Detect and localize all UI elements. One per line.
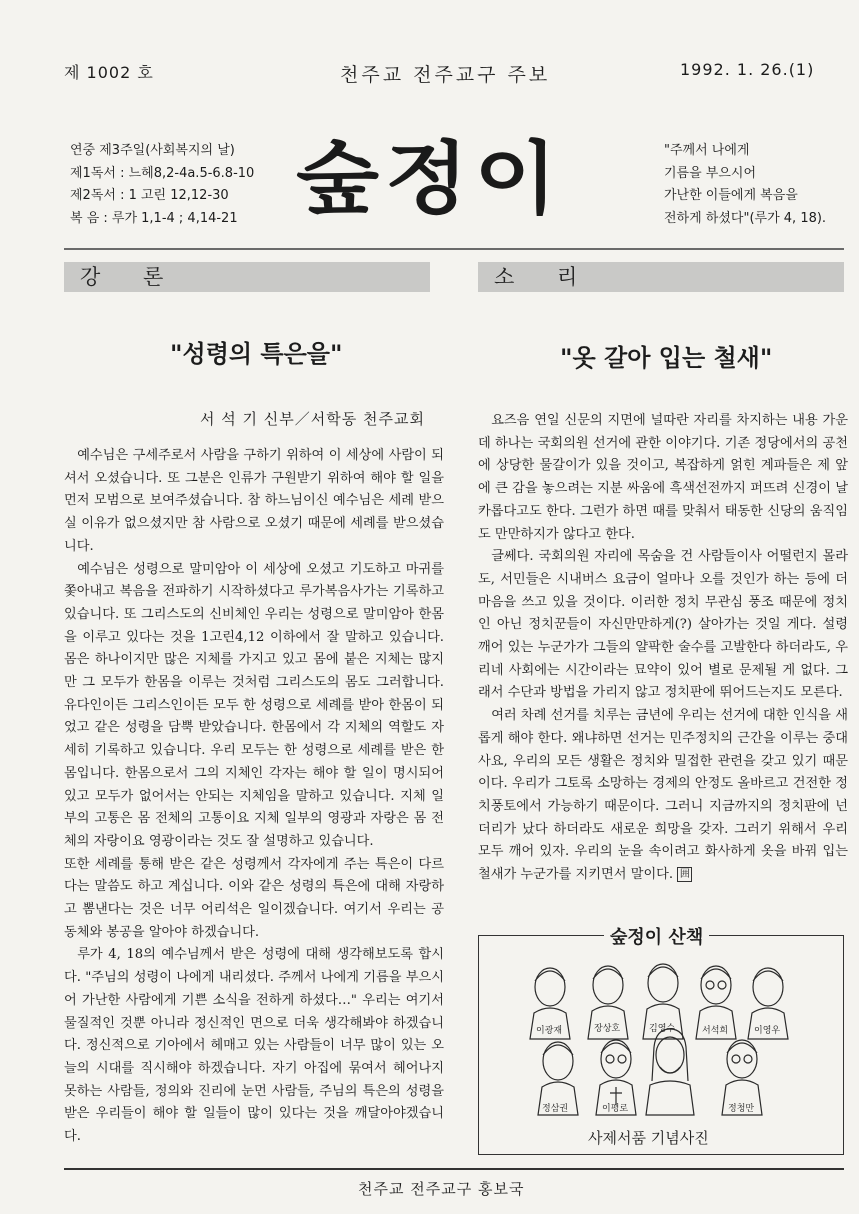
quote-line: 전하게 하셨다"(루가 4, 18). — [664, 210, 827, 226]
liturgy-line: 연중 제3주일(사회복지의 날) — [70, 143, 235, 158]
footer-divider — [64, 1168, 844, 1170]
issue-number: 제 1002 호 — [64, 63, 154, 82]
masthead-divider — [64, 248, 844, 250]
photo-caption: 사제서품 기념사진 — [588, 1129, 709, 1147]
portrait-name: 이평로 — [602, 1104, 629, 1114]
end-mark: 囲 — [677, 867, 692, 882]
editorial-paragraph — [478, 705, 848, 887]
editorial-headline: "옷 갈아 입는 철새" — [560, 344, 773, 372]
issue-date: 1992. 1. 26.(1) — [680, 60, 815, 79]
ordination-illustration — [520, 955, 798, 1117]
masthead-quote — [664, 140, 826, 230]
homily-paragraph: 또한 세례를 통해 받은 같은 성령께서 각자에게 주는 특은이 다르다는 말씀도 하고 계십니다. 이와 같은 성령의 특은에 대해 자랑하고 뽐낸다는 것은 너무 어리석은 일이겠습니다. 여기서 우리는 공동체와 봉공을 알아야 하겠습니다. — [64, 856, 444, 940]
portrait-name: 정삼권 — [542, 1104, 569, 1114]
masthead-logo: 숲정이 — [296, 133, 564, 226]
quote-line: "주께서 나에게 — [664, 143, 750, 158]
portrait-name: 서석희 — [702, 1026, 729, 1036]
footer-publisher: 천주교 전주교구 홍보국 — [358, 1180, 525, 1198]
portrait-name: 장상호 — [594, 1024, 621, 1034]
homily-paragraph: 루가 4, 18의 예수님께서 받은 성령에 대해 생각해보도록 합시다. "주님의 성령이 나에게 내리셨다. 주께서 나에게 기름을 부으시어 가난한 사람에게 기쁜 소식을 전하게 하셨다…" 우리는 여기서 물질적인 것뿐 아니라 정신적인 면으로 더욱 생각해봐야 하겠습니다. 정신적으로 기아에서 헤매고 있는 사람들이 너무 많이 있는 오늘의 시대를 직시해야 하겠습니다. 자기 아집에 묶여서 헤어나지 못하는 사람들, 정의와 진리에 눈먼 사람들, 주님의 특은의 성령을 받은 우리들이 해야 할 일들이 많이 있다는 것을 깨달아야겠습니다. — [64, 947, 444, 1145]
publication-name: 천주교 전주교구 주보 — [340, 64, 551, 86]
portrait-face — [646, 1029, 694, 1115]
homily-paragraph: 예수님은 성령으로 말미암아 이 세상에 오셨고 기도하고 마귀를 쫓아내고 복음을 전파하기 시작하셨다고 루가복음사가는 기록하고 있습니다. 또 그리스도의 신비체인 우리는 성령으로 말미암아 한몸을 이루고 있다는 것을 1고린4,12 이하에서 잘 말하고 있습니다. 몸은 하나이지만 많은 지체를 가지고 있고 몸에 붙은 지체는 많지만 그 모두가 한몸을 이루는 것처럼 그리스도의 몸도 그러합니다. 유다인이든 그리스인이든 모두 한 성령으로 세례를 받아 한몸이 되었고 같은 성령을 담뿍 받았습니다. 한몸에서 각 지체의 역할도 자세히 기록하고 있습니다. 우리 모두는 한 성령으로 세례를 받은 한몸입니다. 한몸으로서 그의 지체인 각자는 해야 할 일이 명시되어 있고 모두가 없어서는 안되는 지체임을 말하고 있습니다. 지체 일부의 고통은 몸 전체의 고통이요 지체 일부의 영광과 자랑은 몸 전체의 자랑이요 영광이라는 것도 잘 설명하고 있습니다. — [64, 561, 444, 849]
homily-byline: 서 석 기 신부／서학동 천주교회 — [200, 410, 425, 428]
portrait-name: 이영우 — [754, 1026, 781, 1036]
quote-line: 기름을 부으시어 — [664, 165, 757, 181]
editorial-paragraph-text: 여러 차례 선거를 치루는 금년에 우리는 선거에 대한 인식을 새롭게 해야 한다. 왜냐하면 선거는 민주정치의 근간을 이루는 중대사요, 우리의 모든 생활은 정치와 밀접한 관련을 갖고 있기 때문이다. 우리가 그토록 소망하는 경제의 안정도 올바르고 건전한 정치풍토에서 가능하기 때문이다. 그러니 지금까지의 정치판에 넌더리가 났다 하더라도 새로운 희망을 갖자. 그러기 위해서 우리 모두 깨어 있자. 우리의 눈을 속이려고 화사하게 옷을 바꿔 입는 철새가 누군가를 지키면서 말이다. — [478, 708, 848, 883]
quote-line: 가난한 이들에게 복음을 — [664, 188, 798, 203]
homily-headline: "성령의 특은을" — [170, 340, 343, 368]
homily-paragraph: 예수님은 구세주로서 사람을 구하기 위하여 이 세상에 사람이 되셔서 오셨습니다. 또 그분은 인류가 구원받기 위하여 해야 할 일을 먼저 모범으로 보여주셨습니다. 참 하느님이신 예수님은 세례 받으실 이유가 없으셨지만 참 사람으로 오셨기 때문에 세례를 받으셨습니다. — [64, 448, 444, 554]
portrait-name: 김영수 — [649, 1024, 676, 1034]
liturgy-line: 제1독서 : 느헤8,2-4a.5-6.8-10 — [70, 165, 255, 181]
section-band-homily: 강 론 — [64, 262, 430, 292]
photo-section-title: 숲정이 산책 — [604, 923, 709, 949]
editorial-paragraph: 글쎄다. 국회의원 자리에 목숨을 건 사람들이사 어떨런지 몰라도, 서민들은 시내버스 요금이 얼마나 오를 것인가 하는 등에 더 마음을 쓰고 있을 것이다. 이러한 정치 무관심 풍조 때문에 정치인 아닌 정치꾼들이 자신만만하게(?) 살아가는 것일 게다. 설령 깨어 있는 누군가가 그들의 얄팍한 술수를 고발한다 하더라도, 우리네 사회에는 시간이라는 묘약이 있어 별로 문제될 게 없다. 그래서 수단과 방법을 가리지 않고 정치판에 뛰어드는지도 모른다. — [478, 549, 848, 701]
editorial-paragraph: 요즈음 연일 신문의 지면에 널따란 자리를 차지하는 내용 가운데 하나는 국회의원 선거에 관한 이야기다. 기존 정당에서의 공천에 상당한 물갈이가 있을 것이고, 복잡하게 얽힌 계파들은 제 앞에 큰 감을 놓으려는 지분 싸움에 흑색선전까지 퍼뜨려 신경이 날카롭다고도 한다. 그런가 하면 때를 맞춰서 태동한 신당의 움직임도 만만하지가 않다고 한다. — [478, 413, 848, 542]
editorial-body — [478, 410, 848, 887]
liturgy-line: 제2독서 : 1 고린 12,12-30 — [70, 188, 229, 203]
homily-body — [64, 445, 444, 1149]
liturgy-line: 복 음 : 루가 1,1-4 ; 4,14-21 — [70, 210, 238, 226]
portrait-name: 정청만 — [728, 1104, 755, 1114]
section-band-voice: 소 리 — [478, 262, 844, 292]
portrait-name: 이광재 — [536, 1026, 563, 1036]
liturgy-readings — [70, 140, 254, 230]
